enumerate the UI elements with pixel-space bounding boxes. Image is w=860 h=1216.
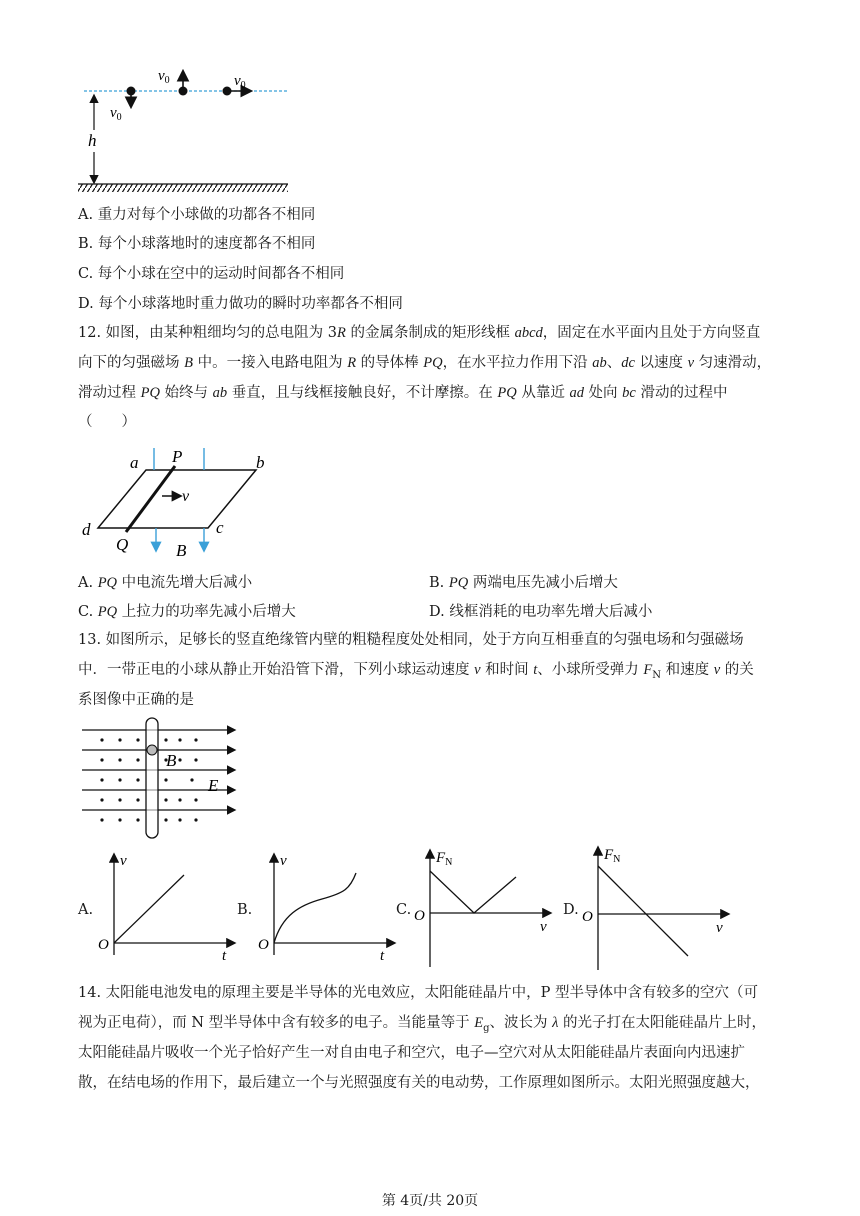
q13-option-c-letter: C. <box>396 902 412 918</box>
frame-abcd <box>98 470 256 528</box>
q12-stem-line1: 12. 如图，由某种粗细均匀的总电阻为 3R 的金属条制成的矩形线框 abcd，固定在水平面内且处于方向竖直 <box>78 325 761 341</box>
label-p: P <box>172 447 183 466</box>
svg-text:O: O <box>258 937 269 953</box>
q12-option-c: C. PQ 上拉力的功率先减小后增大 <box>78 604 296 620</box>
label-v: v <box>182 488 190 505</box>
label-E-field: E <box>208 776 219 795</box>
q13-graph-d <box>578 842 738 972</box>
label-b: b <box>256 453 265 472</box>
q11-option-b: B. 每个小球落地时的速度都各不相同 <box>78 236 316 252</box>
tube-field-figure <box>76 716 246 841</box>
v0-label-right: $v_0$ <box>234 73 246 91</box>
svg-text:FN: $F_N$ <box>604 847 621 865</box>
svg-text:v: v <box>280 853 287 869</box>
label-B-field: B <box>166 751 177 770</box>
svg-text:t: t <box>222 948 227 964</box>
q13-stem-line1: 13. 如图所示，足够长的竖直绝缘管内壁的粗糙程度处处相同，处于方向互相垂直的匀强电场和匀强磁场 <box>78 632 744 648</box>
q13-option-a-letter: A. <box>78 902 94 918</box>
q13-option-d-letter: D. <box>563 902 579 918</box>
ball-left <box>127 87 136 96</box>
q11-option-d: D. 每个小球落地时重力做功的瞬时功率都各不相同 <box>78 296 403 312</box>
q12-option-a: A. PQ 中电流先增大后减小 <box>78 575 253 591</box>
svg-text:v: v <box>540 919 547 935</box>
v0-label-mid: $v_0$ <box>158 68 170 86</box>
q14-stem-line1: 14. 太阳能电池发电的原理主要是半导体的光电效应，太阳能硅晶片中，P 型半导体中含有较多的空穴（可 <box>78 985 759 1001</box>
charged-ball <box>147 745 157 755</box>
svg-text:v: v <box>120 853 127 869</box>
label-q: Q <box>116 535 129 554</box>
ball-right <box>223 87 232 96</box>
q14-stem-line2: 视为正电荷），而 N 型半导体中含有较多的电子。当能量等于 $E_g$、波长为 λ 的光子打在太阳能硅晶片上时， <box>78 1015 767 1034</box>
svg-text:v: v <box>716 920 723 936</box>
curve-d <box>598 866 688 956</box>
label-d: d <box>82 520 91 539</box>
label-B: B <box>176 541 187 560</box>
label-c: c <box>216 518 224 537</box>
svg-text:O: O <box>414 908 425 924</box>
curve-c <box>430 871 516 913</box>
svg-text:FN: $F_N$ <box>436 850 453 868</box>
v0-label-left: $v_0$ <box>110 105 122 123</box>
q11-option-a: A. 重力对每个小球做的功都各不相同 <box>78 207 316 223</box>
q13-graph-c <box>410 845 560 970</box>
q13-graph-a <box>92 845 242 965</box>
q14-stem-line4: 散，在结电场的作用下，最后建立一个与光照强度有关的电动势，工作原理如图所示。太阳光照强度越大， <box>78 1075 760 1091</box>
page-number: 第 4页/共 20页 <box>381 1193 479 1209</box>
projectile-figure <box>70 60 300 200</box>
curve-a <box>114 875 184 943</box>
ball-middle <box>179 87 188 96</box>
q13-stem-line3: 系图像中正确的是 <box>78 692 194 708</box>
svg-text:t: t <box>380 948 385 964</box>
rectangular-frame-figure <box>78 440 278 565</box>
q14-stem-line3: 太阳能硅晶片吸收一个光子恰好产生一对自由电子和空穴，电子—空穴对从太阳能硅晶片表面向内迅速扩 <box>78 1045 745 1061</box>
label-a: a <box>130 453 139 472</box>
height-label: h <box>88 131 97 150</box>
q13-graph-b <box>252 845 402 965</box>
svg-text:O: O <box>582 909 593 925</box>
q13-option-b-letter: B. <box>237 902 253 918</box>
q12-option-d: D. 线框消耗的电功率先增大后减小 <box>429 604 653 620</box>
svg-text:O: O <box>98 937 109 953</box>
q12-answer-blank: （ ） <box>78 414 136 430</box>
rod-pq <box>126 466 175 532</box>
q12-stem-line2: 向下的匀强磁场 B 中。一接入电路电阻为 R 的导体棒 PQ，在水平拉力作用下沿 ab、dc 以速度 v 匀速滑动， <box>78 355 772 371</box>
q12-stem-line3: 滑动过程 PQ 始终与 ab 垂直，且与线框接触良好，不计摩擦。在 PQ 从靠近 ad 处向 bc 滑动的过程中 <box>78 385 728 401</box>
q13-stem-line2: 中．一带正电的小球从静止开始沿管下滑，下列小球运动速度 v 和时间 t、小球所受弹力 $F_N$ 和速度 v 的关 <box>78 662 754 681</box>
q12-option-b: B. PQ 两端电压先减小后增大 <box>429 575 618 591</box>
q11-option-c: C. 每个小球在空中的运动时间都各不相同 <box>78 266 345 282</box>
ground-hatch <box>78 184 288 192</box>
insulating-tube <box>146 718 158 838</box>
curve-b <box>274 873 356 943</box>
